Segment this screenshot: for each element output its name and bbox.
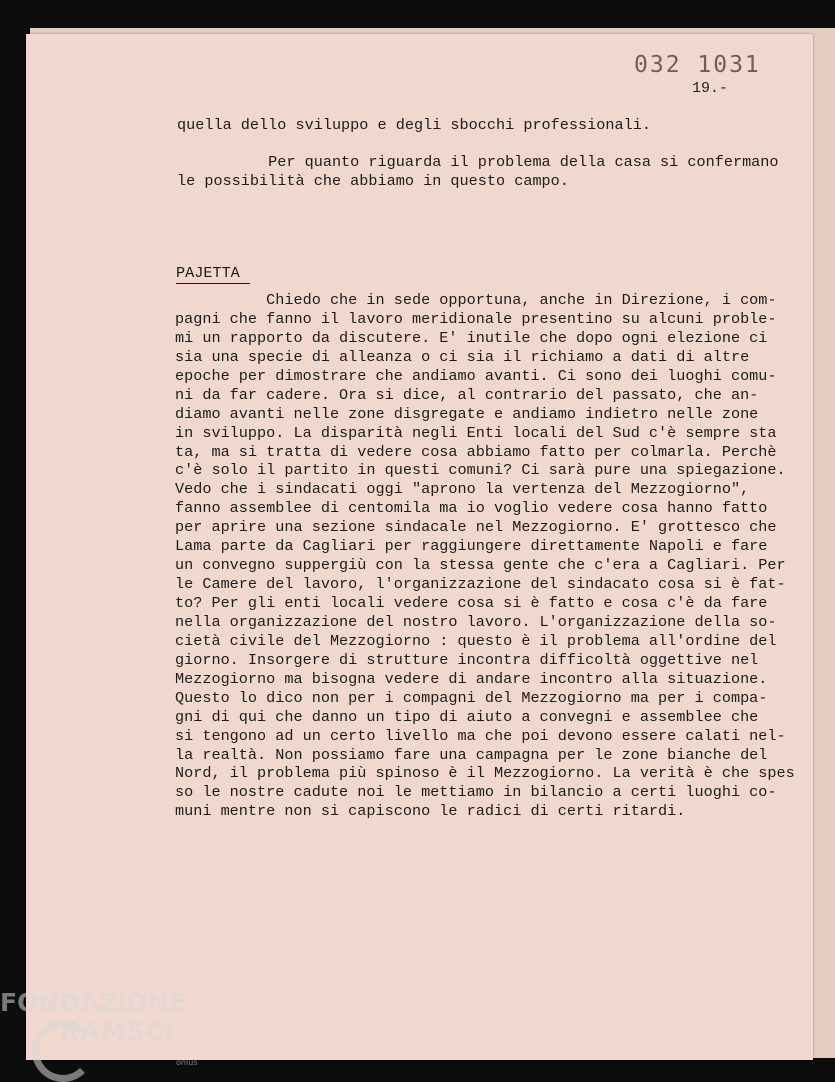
- archive-number: 032 1031: [634, 52, 761, 78]
- speech-line: ta, ma si tratta di vedere cosa abbiamo fatto per colmarla. Perchè: [175, 442, 777, 461]
- speech-line: Lama parte da Cagliari per raggiungere direttamente Napoli e fare: [175, 537, 768, 556]
- speech-line: cietà civile del Mezzogiorno : questo è il problema all'ordine del: [175, 631, 777, 650]
- intro-line-3: le possibilità che abbiamo in questo campo.: [177, 172, 569, 190]
- speech-line: Nord, il problema più spinoso è il Mezzogiorno. La verità è che spes: [175, 764, 795, 783]
- speech-line: la realtà. Non possiamo fare una campagna per le zone bianche del: [175, 745, 768, 764]
- speech-line: Questo lo dico non per i compagni del Mezzogiorno ma per i compa-: [175, 688, 768, 707]
- speech-line: so le nostre cadute noi le mettiamo in bilancio a certi luoghi co-: [175, 783, 777, 802]
- speech-line: un convegno suppergiù con la stessa gente che c'era a Cagliari. Per: [175, 556, 786, 575]
- speech-line: nella organizzazione del nostro lavoro. L'organizzazione della so-: [175, 612, 777, 631]
- fondazione-watermark: [0, 988, 198, 1067]
- speech-line: per aprire una sezione sindacale nel Mezzogiorno. E' grottesco che: [175, 518, 777, 537]
- speech-line: pagni che fanno il lavoro meridionale presentino su alcuni proble-: [175, 309, 777, 328]
- speech-line: si tengono ad un certo livello ma che poi devono essere calati nel-: [175, 726, 786, 745]
- speech-line: in sviluppo. La disparità negli Enti locali del Sud c'è sempre sta: [175, 423, 777, 442]
- speaker-heading: PAJETTA: [176, 264, 250, 284]
- page-number: 19.-: [692, 80, 729, 97]
- speech-line: le Camere del lavoro, l'organizzazione del sindacato cosa si è fat-: [175, 575, 786, 594]
- speech-body: [175, 291, 815, 821]
- watermark-line-1: FONDAZIONE: [0, 988, 187, 1017]
- speech-line: Vedo che i sindacati oggi "aprono la vertenza del Mezzogiorno",: [175, 480, 750, 499]
- speech-line: gni di qui che danno un tipo di aiuto a convegni e assemblee che: [175, 707, 759, 726]
- watermark-line-3: onlus: [176, 1058, 198, 1067]
- speech-line: fanno assemblee di centomila ma io voglio vedere cosa hanno fatto: [175, 499, 768, 518]
- speech-line: c'è solo il partito in questi comuni? Ci sarà pure una spiegazione.: [175, 461, 786, 480]
- speech-line: Chiedo che in sede opportuna, anche in Direzione, i com-: [175, 291, 777, 309]
- intro-line-2: Per quanto riguarda il problema della casa si confermano: [177, 153, 779, 171]
- speech-line: to? Per gli enti locali vedere cosa si è fatto e cosa c'è da fare: [175, 594, 768, 612]
- speech-line: sia una specie di alleanza o ci sia il richiamo a dati di altre: [175, 347, 750, 366]
- speech-line: epoche per dimostrare che andiamo avanti. Ci sono dei luoghi comu-: [175, 366, 777, 385]
- watermark-line-2: RAMSCI: [60, 1017, 176, 1046]
- speech-line: mi un rapporto da discutere. E' inutile che dopo ogni elezione ci: [175, 328, 768, 347]
- speech-line: diamo avanti nelle zone disgregate e andiamo indietro nelle zone: [175, 404, 759, 423]
- speech-line: giorno. Insorgere di strutture incontra difficoltà oggettive nel: [175, 650, 759, 669]
- intro-line-1: quella dello sviluppo e degli sbocchi professionali.: [177, 116, 651, 134]
- speech-line: Mezzogiorno ma bisogna vedere di andare incontro alla situazione.: [175, 669, 768, 688]
- speech-line: ni da far cadere. Ora si dice, al contrario del passato, che an-: [175, 385, 759, 404]
- speech-line: muni mentre non si capiscono le radici di certi ritardi.: [175, 802, 686, 821]
